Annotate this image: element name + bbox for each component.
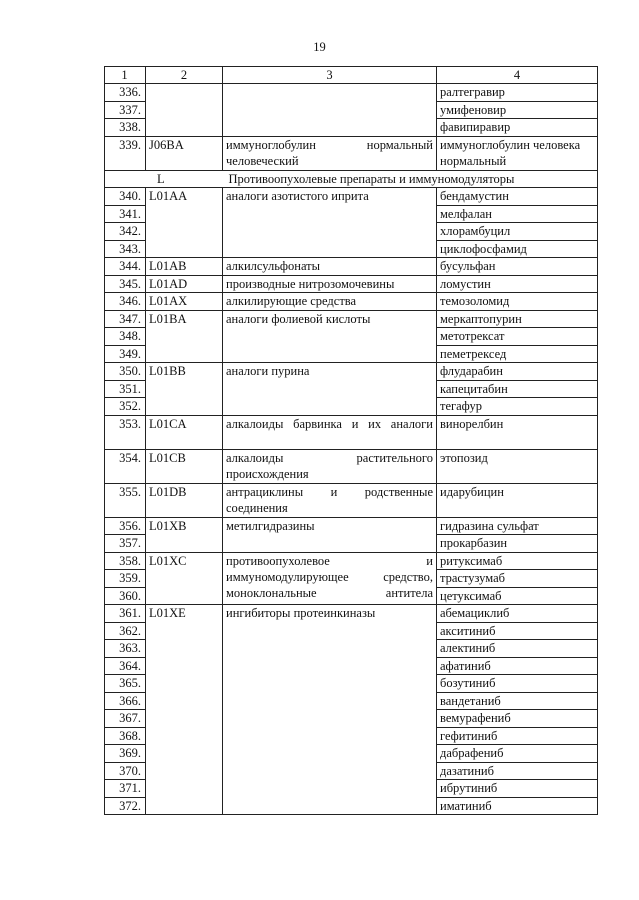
row-number: 357.	[105, 535, 146, 553]
group-name: алкалоиды растительного происхождения	[223, 449, 437, 483]
row-number: 367.	[105, 710, 146, 728]
row-number: 340.	[105, 188, 146, 206]
drug-name: пеметрексед	[437, 345, 598, 363]
atc-code: L01BA	[146, 310, 223, 363]
group-name: ингибиторы протеинкиназы	[223, 605, 437, 815]
table-row	[105, 84, 598, 102]
atc-code: L01AA	[146, 188, 223, 258]
group-name: аналоги пурина	[223, 363, 437, 416]
group-name: алкилирующие средства	[223, 293, 437, 311]
table-row	[105, 449, 598, 483]
atc-code	[146, 84, 223, 137]
drug-name: бозутиниб	[437, 675, 598, 693]
drug-name: темозоломид	[437, 293, 598, 311]
row-number: 337.	[105, 101, 146, 119]
group-name	[223, 84, 437, 137]
drug-name: хлорамбуцил	[437, 223, 598, 241]
group-name: алкалоиды барвинка и их аналоги	[223, 415, 437, 449]
drug-name: вандетаниб	[437, 692, 598, 710]
drug-name: цетуксимаб	[437, 587, 598, 605]
row-number: 363.	[105, 640, 146, 658]
group-name: алкилсульфонаты	[223, 258, 437, 276]
drug-name: капецитабин	[437, 380, 598, 398]
drug-name: абемациклиб	[437, 605, 598, 623]
drug-name: ибрутиниб	[437, 780, 598, 798]
drug-table	[104, 66, 598, 815]
table-row	[105, 517, 598, 535]
table-row	[105, 552, 598, 570]
row-number: 371.	[105, 780, 146, 798]
row-number: 336.	[105, 84, 146, 102]
group-name: антрациклины и родственные соединения	[223, 483, 437, 517]
table-row	[105, 363, 598, 381]
atc-code: L01BB	[146, 363, 223, 416]
section-row	[105, 170, 598, 188]
header-col-3: 3	[223, 67, 437, 84]
row-number: 339.	[105, 136, 146, 170]
drug-name: флударабин	[437, 363, 598, 381]
drug-name: вемурафениб	[437, 710, 598, 728]
table-header-row	[105, 67, 598, 84]
drug-name: ломустин	[437, 275, 598, 293]
row-number: 362.	[105, 622, 146, 640]
group-name: противоопухолевое и иммуномодулирующее средство, моноклональные антитела	[223, 552, 437, 605]
row-number: 358.	[105, 552, 146, 570]
drug-name: бендамустин	[437, 188, 598, 206]
atc-code: L01CA	[146, 415, 223, 449]
drug-name: идарубицин	[437, 483, 598, 517]
atc-code: L01XE	[146, 605, 223, 815]
table-row	[105, 605, 598, 623]
group-name: метилгидразины	[223, 517, 437, 552]
row-number: 342.	[105, 223, 146, 241]
row-number: 354.	[105, 449, 146, 483]
drug-name: винорелбин	[437, 415, 598, 449]
row-number: 346.	[105, 293, 146, 311]
row-number: 341.	[105, 205, 146, 223]
row-number: 352.	[105, 398, 146, 416]
row-number: 349.	[105, 345, 146, 363]
group-name: аналоги азотистого иприта	[223, 188, 437, 258]
row-number: 360.	[105, 587, 146, 605]
row-number: 372.	[105, 797, 146, 815]
drug-name: акситиниб	[437, 622, 598, 640]
group-name: производные нитрозомочевины	[223, 275, 437, 293]
table-row	[105, 188, 598, 206]
drug-name: умифеновир	[437, 101, 598, 119]
drug-name: дазатиниб	[437, 762, 598, 780]
table-row	[105, 415, 598, 449]
drug-name: тегафур	[437, 398, 598, 416]
atc-code: L01DB	[146, 483, 223, 517]
row-number: 351.	[105, 380, 146, 398]
drug-name: иммуноглобулин человека нормальный	[437, 136, 598, 170]
row-number: 350.	[105, 363, 146, 381]
drug-name: дабрафениб	[437, 745, 598, 763]
table-body	[105, 84, 598, 815]
row-number: 364.	[105, 657, 146, 675]
table-row	[105, 258, 598, 276]
header-col-1: 1	[105, 67, 146, 84]
drug-name: фавипиравир	[437, 119, 598, 137]
section-title: Противоопухолевые препараты и иммуномодуляторы	[223, 170, 598, 188]
table-row	[105, 293, 598, 311]
table-row	[105, 275, 598, 293]
atc-code: L01XC	[146, 552, 223, 605]
table-row	[105, 310, 598, 328]
drug-name: этопозид	[437, 449, 598, 483]
row-number: 359.	[105, 570, 146, 588]
drug-name: иматиниб	[437, 797, 598, 815]
atc-code: J06BA	[146, 136, 223, 170]
atc-code: L01AD	[146, 275, 223, 293]
row-number: 369.	[105, 745, 146, 763]
row-number: 355.	[105, 483, 146, 517]
row-number: 345.	[105, 275, 146, 293]
drug-name: ритуксимаб	[437, 552, 598, 570]
table-row	[105, 136, 598, 170]
row-number: 365.	[105, 675, 146, 693]
row-number: 347.	[105, 310, 146, 328]
atc-code: L01CB	[146, 449, 223, 483]
group-name: иммуноглобулин нормальный человеческий	[223, 136, 437, 170]
table-row	[105, 483, 598, 517]
row-number: 343.	[105, 240, 146, 258]
page-number: 19	[313, 40, 326, 54]
atc-code: L01AB	[146, 258, 223, 276]
drug-name: афатиниб	[437, 657, 598, 675]
row-number: 368.	[105, 727, 146, 745]
drug-name: трастузумаб	[437, 570, 598, 588]
drug-name: метотрексат	[437, 328, 598, 346]
row-number: 344.	[105, 258, 146, 276]
atc-code: L01AX	[146, 293, 223, 311]
drug-name: ралтегравир	[437, 84, 598, 102]
drug-name: бусульфан	[437, 258, 598, 276]
drug-name: алектиниб	[437, 640, 598, 658]
drug-name: гидразина сульфат	[437, 517, 598, 535]
row-number: 353.	[105, 415, 146, 449]
row-number: 361.	[105, 605, 146, 623]
group-name: аналоги фолиевой кислоты	[223, 310, 437, 363]
row-number: 370.	[105, 762, 146, 780]
section-code: L	[105, 170, 223, 188]
drug-name: циклофосфамид	[437, 240, 598, 258]
row-number: 366.	[105, 692, 146, 710]
drug-name: гефитиниб	[437, 727, 598, 745]
atc-code: L01XB	[146, 517, 223, 552]
row-number: 348.	[105, 328, 146, 346]
header-col-2: 2	[146, 67, 223, 84]
drug-name: мелфалан	[437, 205, 598, 223]
row-number: 338.	[105, 119, 146, 137]
drug-name: прокарбазин	[437, 535, 598, 553]
drug-name: меркаптопурин	[437, 310, 598, 328]
row-number: 356.	[105, 517, 146, 535]
header-col-4: 4	[437, 67, 598, 84]
